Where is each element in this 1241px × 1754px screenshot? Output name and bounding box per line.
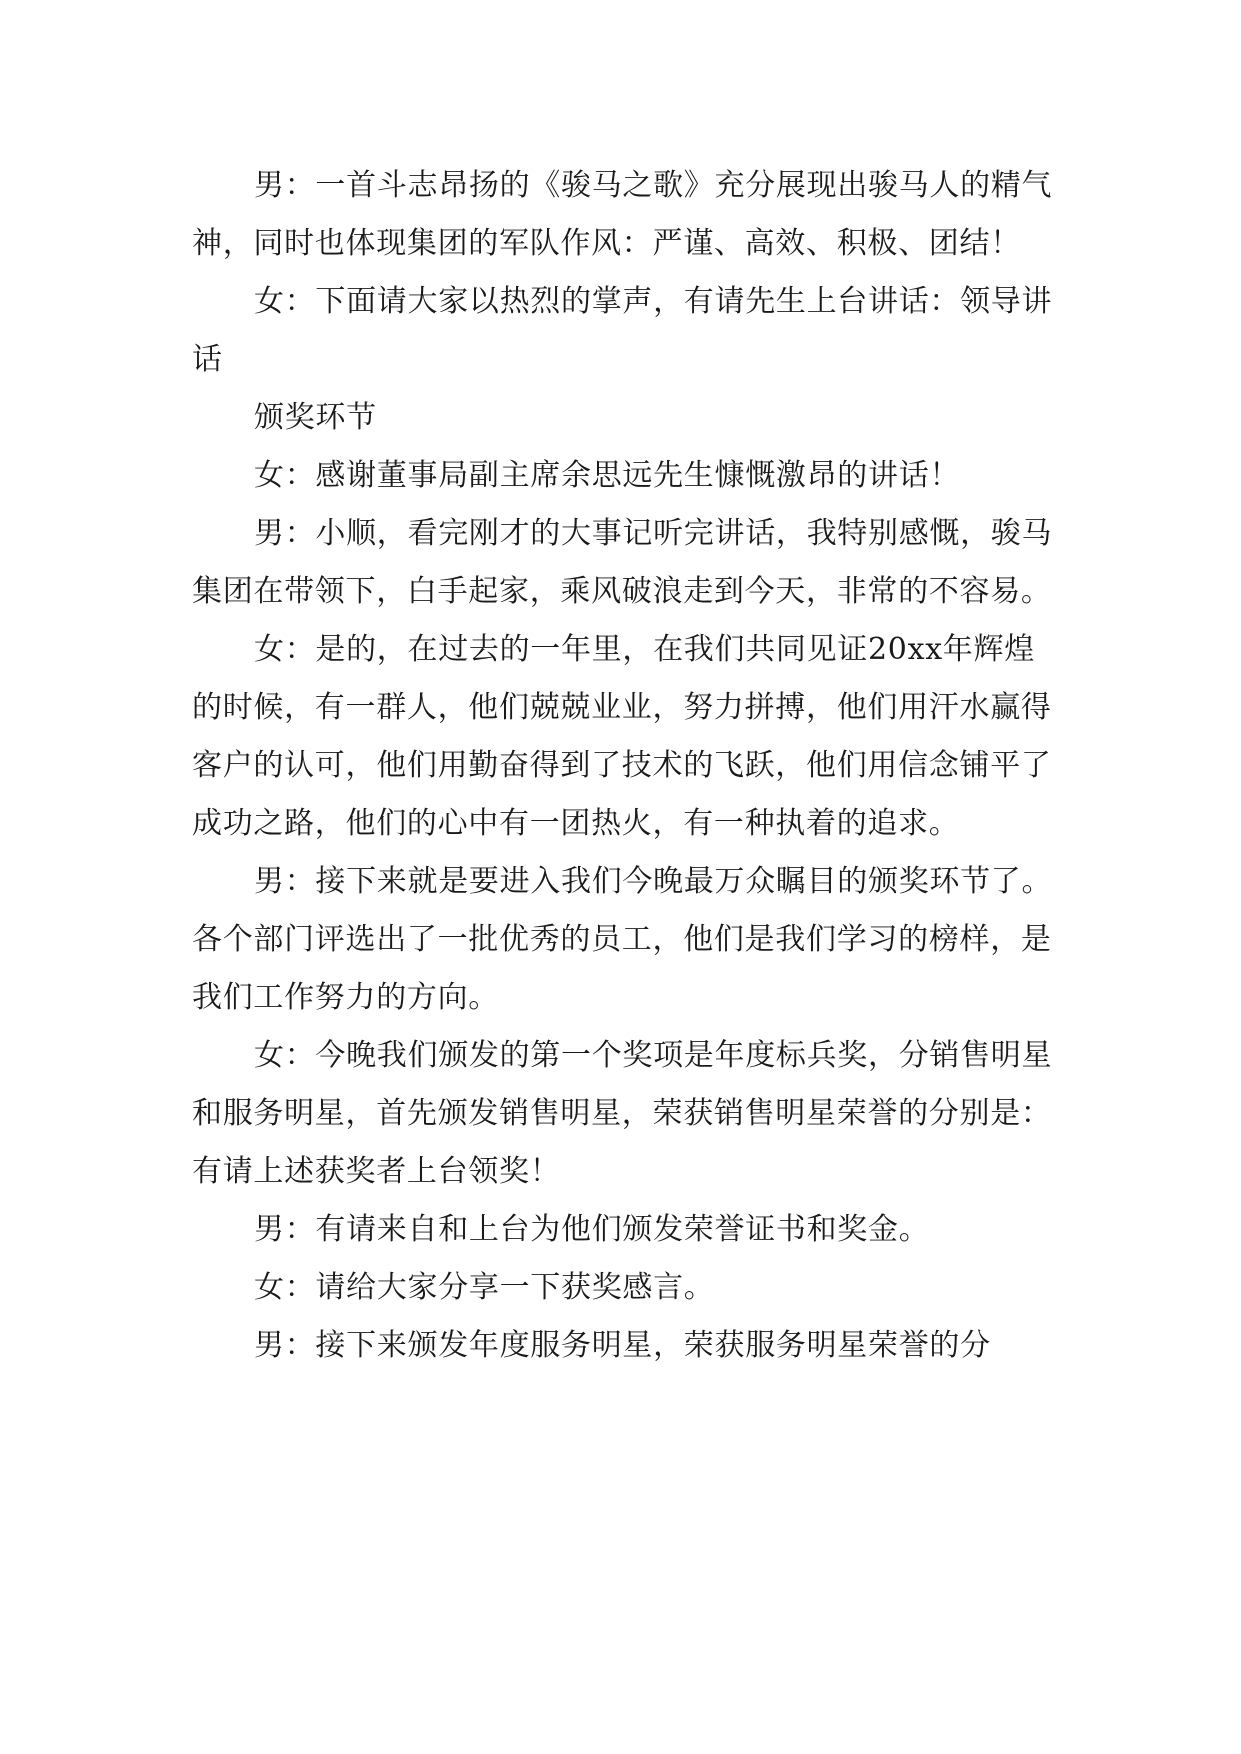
document-body: [192, 157, 1060, 1375]
paragraph: 女：今晚我们颁发的第一个奖项是年度标兵奖，分销售明星和服务明星，首先颁发销售明星，荣获销售明星荣誉的分别是：有请上述获奖者上台领奖！: [192, 1038, 1053, 1189]
paragraph: 男：一首斗志昂扬的《骏马之歌》充分展现出骏马人的精气神，同时也体现集团的军队作风：严谨、高效、积极、团结！: [192, 168, 1053, 261]
paragraph: 女：请给大家分享一下获奖感言。: [254, 1270, 715, 1305]
paragraph: 男：接下来就是要进入我们今晚最万众瞩目的颁奖环节了。各个部门评选出了一批优秀的员工，他们是我们学习的榜样，是我们工作努力的方向。: [192, 864, 1053, 1015]
section-heading: 颁奖环节: [254, 400, 377, 435]
paragraph: 男：接下来颁发年度服务明星，荣获服务明星荣誉的分: [254, 1328, 991, 1363]
paragraph: 男：小顺，看完刚才的大事记听完讲话，我特别感慨，骏马集团在带领下，白手起家，乘风破浪走到今天，非常的不容易。: [192, 516, 1053, 609]
paragraph: 女：感谢董事局副主席余思远先生慷慨激昂的讲话！: [254, 458, 961, 493]
paragraph: 女：是的，在过去的一年里，在我们共同见证20xx年辉煌的时候，有一群人，他们兢兢业业，努力拼搏，他们用汗水赢得客户的认可，他们用勤奋得到了技术的飞跃，他们用信念铺平了成功之路，他们的心中有一团热火，有一种执着的追求。: [192, 632, 1052, 841]
paragraph: 女：下面请大家以热烈的掌声，有请先生上台讲话：领导讲话: [192, 284, 1053, 377]
paragraph: 男：有请来自和上台为他们颁发荣誉证书和奖金。: [254, 1212, 930, 1247]
